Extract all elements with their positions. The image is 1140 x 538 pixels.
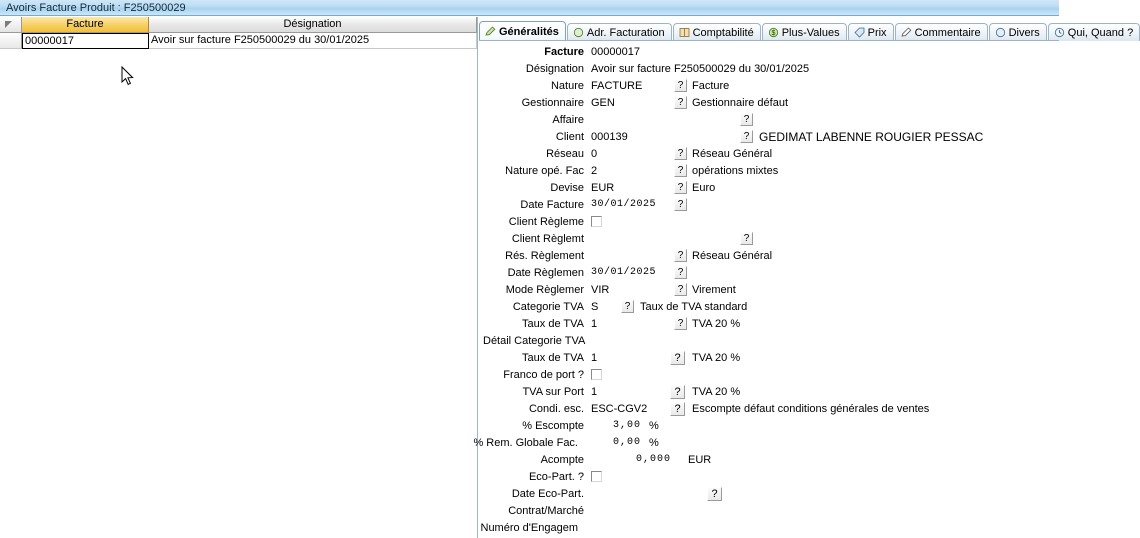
value-facture[interactable]: 00000017 [591, 46, 640, 58]
value-categorie-tva[interactable]: S [591, 301, 599, 313]
field-nature-ope-fac [479, 164, 1059, 181]
tab-bar-divider [479, 40, 1059, 41]
help-button-date-eco-part[interactable]: ? [707, 487, 722, 501]
label-taux-tva: Taux de TVA [522, 318, 584, 330]
label-client: Client [555, 131, 584, 143]
field-gestionnaire [479, 96, 1059, 113]
tab-plus-values[interactable] [762, 23, 847, 41]
field-date-eco-part [479, 487, 1059, 504]
value-devise[interactable]: EUR [591, 182, 615, 194]
label-reseau: Réseau [546, 148, 584, 160]
value-designation[interactable]: Avoir sur facture F250500029 du 30/01/2025 [591, 63, 810, 75]
label-nature: Nature [550, 80, 584, 92]
field-pct-escompte [479, 419, 1059, 436]
label-designation: Désignation [525, 63, 584, 75]
window-titlebar [0, 0, 1059, 16]
label-client-regleme: Client Règleme [508, 216, 584, 228]
label-franco-port: Franco de port ? [503, 369, 584, 381]
label-res-reglement: Rés. Règlement [505, 250, 584, 262]
desc-condi-esc: Escompte défaut conditions générales de ventes [692, 403, 930, 415]
value-mode-reglemer[interactable]: VIR [591, 284, 610, 296]
label-taux-tva-detail: Taux de TVA [522, 352, 584, 364]
field-client [479, 130, 1059, 147]
tab-generalites[interactable] [479, 21, 566, 41]
help-button-client-reglemt[interactable]: ? [740, 232, 753, 245]
column-header-designation[interactable]: Désignation [149, 17, 477, 33]
cell-designation[interactable]: Avoir sur facture F250500029 du 30/01/2025 [149, 33, 477, 49]
label-contrat-marche: Contrat/Marché [508, 505, 584, 517]
field-numero-engagement [479, 521, 1059, 538]
tab-label: Prix [867, 26, 887, 39]
value-client[interactable]: 000139 [591, 131, 628, 143]
desc-reseau: Réseau Général [692, 148, 773, 160]
field-eco-part [479, 470, 1059, 487]
tab-label: Adr. Facturation [586, 26, 665, 39]
label-date-eco-part: Date Eco-Part. [511, 488, 584, 500]
help-button-date-reglemen[interactable]: ? [674, 266, 687, 279]
tab-qui-quand[interactable] [1048, 23, 1140, 41]
label-detail-categorie-tva: Détail Categorie TVA [483, 335, 586, 347]
value-taux-tva-detail[interactable]: 1 [591, 352, 598, 364]
pencil-icon [485, 26, 496, 37]
value-pct-rem-globale[interactable]: 0,00 [612, 437, 641, 448]
invoice-list-panel [0, 17, 478, 538]
unit-pct-escompte: % [649, 420, 659, 432]
label-categorie-tva: Categorie TVA [512, 301, 584, 313]
label-date-facture: Date Facture [520, 199, 584, 211]
label-mode-reglemer: Mode Règlemer [505, 284, 584, 296]
label-pct-rem-globale: % Rem. Globale Fac. [473, 437, 578, 449]
tab-label: Généralités [499, 25, 559, 38]
label-numero-engagement: Numéro d'Engagem [480, 522, 578, 534]
list-empty-area [0, 49, 477, 538]
field-nature [479, 79, 1059, 96]
help-button-devise[interactable]: ? [674, 181, 687, 194]
grid-corner-selector[interactable] [0, 17, 22, 33]
field-date-reglemen [479, 266, 1059, 283]
help-button-date-facture[interactable]: ? [674, 198, 687, 211]
field-reseau [479, 147, 1059, 164]
desc-nature: Facture [692, 80, 730, 92]
label-condi-esc: Condi. esc. [528, 403, 584, 415]
corner-triangle-icon [5, 21, 12, 28]
field-taux-tva-detail [479, 351, 1059, 368]
label-acompte: Acompte [540, 454, 584, 466]
desc-client: GEDIMAT LABENNE ROUGIER PESSAC [759, 130, 984, 144]
desc-mode-reglemer: Virement [692, 284, 736, 296]
tab-prix[interactable] [848, 23, 894, 41]
help-button-gestionnaire[interactable]: ? [674, 96, 687, 109]
tab-bar [479, 21, 1134, 41]
money-icon [768, 27, 779, 38]
field-affaire [479, 113, 1059, 130]
unit-acompte: EUR [688, 454, 712, 466]
detail-panel [473, 17, 1134, 538]
value-nature[interactable]: FACTURE [591, 80, 643, 92]
help-button-mode-reglemer[interactable]: ? [674, 283, 687, 296]
checkbox-franco-port[interactable] [591, 369, 602, 380]
desc-categorie-tva: Taux de TVA standard [640, 301, 748, 313]
value-gestionnaire[interactable]: GEN [591, 97, 615, 109]
help-button-categorie-tva[interactable]: ? [621, 300, 634, 313]
column-header-facture[interactable]: Facture [22, 17, 149, 33]
field-client-regleme [479, 215, 1059, 232]
checkbox-client-regleme[interactable] [591, 216, 602, 227]
unit-pct-rem-globale: % [649, 437, 659, 449]
desc-devise: Euro [692, 182, 716, 194]
window-title: Avoirs Facture Produit : F250500029 [6, 2, 186, 14]
tab-divers[interactable] [989, 23, 1047, 41]
tab-label: Commentaire [914, 26, 981, 39]
help-button-nature[interactable]: ? [674, 79, 687, 92]
label-affaire: Affaire [552, 114, 584, 126]
label-pct-escompte: % Escompte [522, 420, 584, 432]
field-franco-port [479, 368, 1059, 385]
field-client-reglemt [479, 232, 1059, 249]
tab-label: Divers [1008, 26, 1040, 39]
generalites-form [473, 45, 1059, 538]
help-button-taux-tva[interactable]: ? [674, 317, 687, 330]
value-taux-tva[interactable]: 1 [591, 318, 598, 330]
value-reseau[interactable]: 0 [591, 148, 598, 160]
row-selector[interactable] [0, 33, 22, 49]
tab-label: Comptabilité [692, 26, 754, 39]
misc-icon [995, 27, 1006, 38]
help-button-taux-tva-detail[interactable]: ? [670, 351, 685, 365]
field-acompte [479, 453, 1059, 470]
field-categorie-tva [479, 300, 1059, 317]
pencil-icon [901, 27, 912, 38]
value-tva-sur-port[interactable]: 1 [591, 386, 598, 398]
tab-label: Qui, Quand ? [1067, 26, 1134, 39]
help-button-nature-ope-fac[interactable]: ? [674, 164, 687, 177]
label-nature-ope-fac: Nature opé. Fac [505, 165, 584, 177]
clock-icon [1054, 27, 1065, 38]
field-res-reglement [479, 249, 1059, 266]
help-button-client[interactable]: ? [740, 130, 753, 143]
section-detail-categorie-tva [479, 334, 1059, 351]
field-contrat-marche [479, 504, 1059, 521]
label-facture: Facture [544, 46, 584, 58]
address-icon [573, 27, 584, 38]
value-nature-ope-fac[interactable]: 2 [591, 165, 598, 177]
book-icon [679, 27, 690, 38]
help-button-tva-sur-port[interactable]: ? [670, 385, 685, 399]
desc-taux-tva-detail: TVA 20 % [692, 352, 741, 364]
help-button-reseau[interactable]: ? [674, 147, 687, 160]
value-date-reglemen[interactable]: 30/01/2025 [591, 267, 657, 278]
label-devise: Devise [550, 182, 584, 194]
field-devise [479, 181, 1059, 198]
checkbox-eco-part[interactable] [591, 471, 602, 482]
label-gestionnaire: Gestionnaire [521, 97, 584, 109]
tab-comptabilite[interactable] [673, 23, 761, 41]
desc-gestionnaire: Gestionnaire défaut [692, 97, 789, 109]
field-designation [479, 62, 1059, 79]
table-row[interactable] [0, 33, 477, 49]
field-tva-sur-port [479, 385, 1059, 402]
tab-commentaire[interactable] [895, 23, 988, 41]
desc-tva-sur-port: TVA 20 % [692, 386, 741, 398]
label-date-reglemen: Date Règlemen [507, 267, 584, 279]
value-condi-esc[interactable]: ESC-CGV2 [591, 403, 648, 415]
field-condi-esc [479, 402, 1059, 419]
field-facture [479, 45, 1059, 62]
tag-icon [854, 27, 865, 38]
field-taux-tva [479, 317, 1059, 334]
desc-nature-ope-fac: opérations mixtes [692, 165, 779, 177]
help-button-condi-esc[interactable]: ? [670, 402, 685, 416]
tab-adr-facturation[interactable] [567, 23, 672, 41]
field-date-facture [479, 198, 1059, 215]
label-client-reglemt: Client Règlemt [511, 233, 584, 245]
value-date-facture[interactable]: 30/01/2025 [591, 199, 657, 210]
help-button-res-reglement[interactable]: ? [674, 249, 687, 262]
value-acompte[interactable]: 0,000 [635, 454, 671, 465]
value-pct-escompte[interactable]: 3,00 [612, 420, 641, 431]
grid-header-row [0, 17, 477, 33]
label-eco-part: Eco-Part. ? [528, 471, 584, 483]
desc-res-reglement: Réseau Général [692, 250, 773, 262]
field-mode-reglemer [479, 283, 1059, 300]
svg-text:$: $ [771, 30, 776, 37]
tab-label: Plus-Values [781, 26, 840, 39]
help-button-affaire[interactable]: ? [740, 113, 753, 126]
cell-facture[interactable]: 00000017 [22, 33, 149, 49]
label-tva-sur-port: TVA sur Port [522, 386, 584, 398]
field-pct-rem-globale [473, 436, 1059, 453]
desc-taux-tva: TVA 20 % [692, 318, 741, 330]
